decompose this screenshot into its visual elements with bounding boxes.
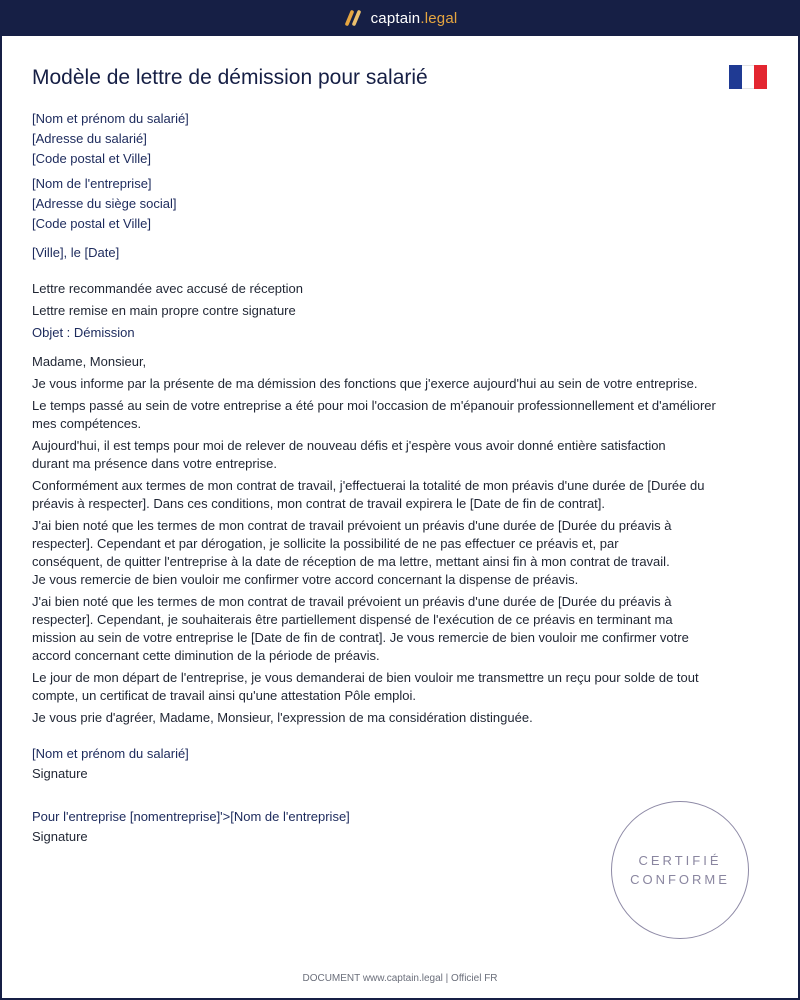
employee-name-placeholder: [Nom et prénom du salarié] — [32, 111, 189, 126]
subject-line: Objet : Démission — [32, 325, 135, 340]
stamp-line-2: CONFORME — [630, 872, 730, 887]
delivery-hand: Lettre remise en main propre contre signature — [32, 303, 296, 318]
brand-name: captain.legal — [370, 9, 458, 27]
body-line: Je vous informe par la présente de ma démission des fonctions que j'exerce aujourd'hui au sein de votre entreprise. — [32, 376, 698, 391]
body-line: compte, un certificat de travail ainsi qu'une attestation Pôle emploi. — [32, 688, 417, 703]
body-line: durant ma présence dans votre entreprise. — [32, 456, 277, 471]
company-name-placeholder: [Nom de l'entreprise] — [32, 176, 152, 191]
body-line: préavis à respecter]. Dans ces conditions, mon contrat de travail expirera le [Date de fin de contrat]. — [32, 496, 606, 511]
certified-stamp — [611, 801, 749, 939]
captain-legal-logo-icon — [343, 10, 363, 26]
body-line: Le temps passé au sein de votre entreprise a été pour moi l'occasion de m'épanouir professionnellement et d'améliorer — [32, 398, 716, 413]
company-address-placeholder: [Adresse du siège social] — [32, 196, 177, 211]
body-line: J'ai bien noté que les termes de mon contrat de travail prévoient un préavis d'une durée de [Durée du préavis à — [32, 518, 672, 533]
company-signature-label: Signature — [32, 829, 88, 844]
french-flag-icon — [729, 65, 767, 89]
company-city-placeholder: [Code postal et Ville] — [32, 216, 151, 231]
employee-city-placeholder: [Code postal et Ville] — [32, 151, 151, 166]
body-line: conséquent, de quitter l'entreprise à la date de réception de ma lettre, mettant ainsi fin à mon contrat de travail. — [32, 554, 670, 569]
footer-text: DOCUMENT www.captain.legal | Officiel FR — [302, 973, 498, 984]
stamp-line-1: CERTIFIÉ — [638, 853, 722, 868]
body-line: Conformément aux termes de mon contrat de travail, j'effectuerai la totalité de mon préavis d'une durée de [Durée du — [32, 478, 705, 493]
company-signature-line: Pour l'entreprise [nomentreprise]'>[Nom de l'entreprise] — [32, 809, 350, 824]
body-line: Je vous remercie de bien vouloir me confirmer votre accord concernant la dispense de préavis. — [32, 572, 579, 587]
place-date: [Ville], le [Date] — [32, 245, 120, 260]
salutation: Madame, Monsieur, — [32, 354, 147, 369]
brand-logo[interactable] — [343, 10, 458, 27]
document-title: Modèle de lettre de démission pour salarié — [32, 66, 428, 89]
body-line: Le jour de mon départ de l'entreprise, je vous demanderai de bien vouloir me transmettre un reçu pour solde de tout — [32, 670, 699, 685]
body-line: Aujourd'hui, il est temps pour moi de relever de nouveau défis et j'espère vous avoir donné entière satisfaction — [32, 438, 666, 453]
body-line: respecter]. Cependant et par dérogation, je sollicite la possibilité de ne pas effectuer ce préavis et, par — [32, 536, 619, 551]
delivery-registered: Lettre recommandée avec accusé de réception — [32, 281, 303, 296]
body-line: accord concernant cette diminution de la période de préavis. — [32, 648, 380, 663]
top-bar — [0, 0, 800, 36]
signature-name-placeholder: [Nom et prénom du salarié] — [32, 746, 189, 761]
body-line: respecter]. Cependant, je souhaiterais être partiellement dispensé de l'exécution de ce préavis en terminant ma — [32, 612, 673, 627]
employee-address-placeholder: [Adresse du salarié] — [32, 131, 147, 146]
body-line: Je vous prie d'agréer, Madame, Monsieur, l'expression de ma considération distinguée. — [32, 710, 533, 725]
body-line: J'ai bien noté que les termes de mon contrat de travail prévoient un préavis d'une durée de [Durée du préavis à — [32, 594, 672, 609]
signature-label: Signature — [32, 766, 88, 781]
body-line: mes compétences. — [32, 416, 142, 431]
body-line: mission au sein de votre entreprise le [Date de fin de contrat]. Je vous remercie de bien vouloir me confirmer votre — [32, 630, 689, 645]
